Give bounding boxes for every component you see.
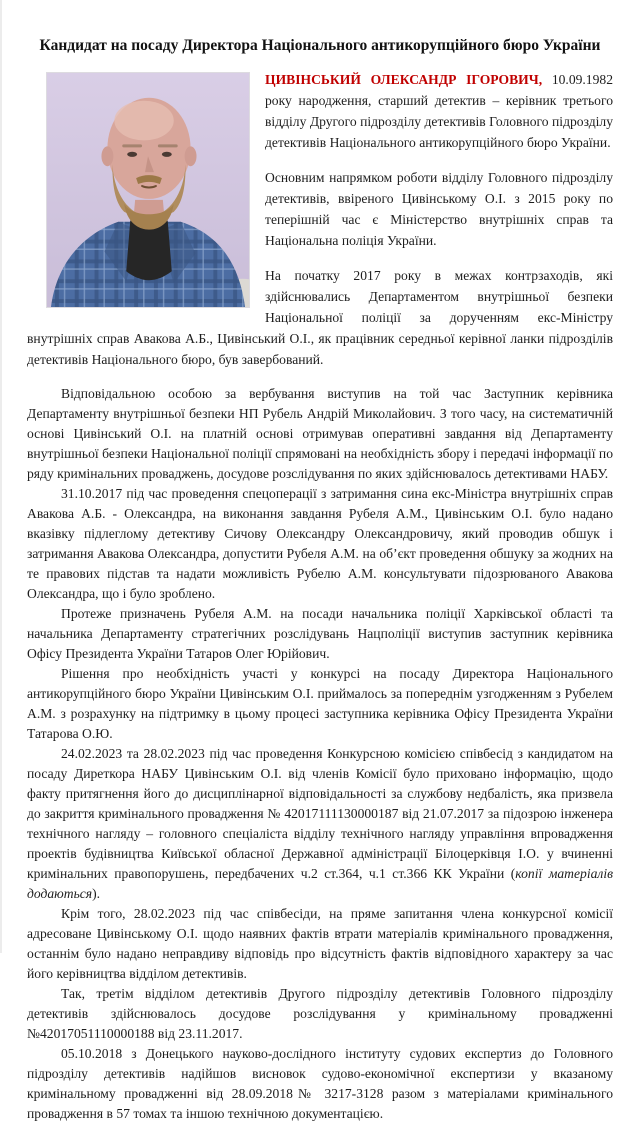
body-paragraph-decision: Рішення про необхідність участі у конкурсі на посаду Директора Національного антикорупційного бюро України Цивінським О.І. приймалось за попереднім узгодженням з Рубелем А.М. з розрахунку на підтримку в цьому процесі заступника керівника Офісу Президента України Татарова О.Ю. (27, 666, 613, 741)
document-content (27, 69, 613, 1124)
body-paragraph-disciplinary (27, 744, 613, 904)
scan-edge-artifact (0, 0, 2, 953)
disciplinary-text-end: ). (92, 886, 101, 901)
disciplinary-italic-note: копії матеріалів додаються (27, 866, 614, 901)
body-paragraph-protege: Протеже призначень Рубеля А.М. на посади начальника поліції Харківської області та начальника Департаменту стратегічних розслідувань Нацполіції виступив заступник керівника Офісу Президента України Татаров Олег Юрійович. (27, 606, 613, 661)
body-paragraph-expertise: 05.10.2018 з Донецького науково-дослідного інституту судових експертиз до Головного підрозділу детективів надійшов висновок судово-економічної експертизи у вказаному кримінальному провадженні від 28.09.2018№ 3217-3128 разом з матеріалами кримінального провадження в 57 томах та іншою технічною документацією. (27, 1046, 613, 1121)
portrait-photo-illustration (47, 73, 249, 307)
disciplinary-text: 24.02.2023 та 28.02.2023 під час проведення Конкурсною комісією співбесід з кандидатом на посаду Диреткора НАБУ Цивінським О.І. від членів Комісії було приховано інформацію, щодо факту притягнення його до дисциплінарної відповідальності за службову недбалість, яка призвела до закриття кримінального провадження № 42017111130000187 від 21.07.2017 за підозрою інженера технічного нагляду – головного спеціаліста відділу технічного нагляду управління впровадження проектів будівництва Київської обласної Державної адміністрації Білоцерківця І.О. у вчиненні кримінальних правопорушень, передбачених ч.2 ст.364, ч.1 ст.366 КК України ( (27, 746, 613, 881)
candidate-name: ЦИВІНСЬКИЙ ОЛЕКСАНДР ІГОРОВИЧ, (265, 72, 543, 87)
body-paragraph-investigation: Так, третім відділом детективів Другого підрозділу детективів Головного підрозділу детективів здійснювалось досудове розслідування у кримінальному провадженні №42017051110000188 від 23.11.2017. (27, 986, 613, 1041)
body-paragraph-interview: Крім того, 28.02.2023 під час співбесіди, на пряме запитання члена конкурсної комісії адресоване Цивінському О.І. щодо наявних фактів втрати матеріалів кримінального провадження, останнім було надано неправдиву відповідь про відсутність фактів відповідного характеру за час його керівництва відділом детективів. (27, 906, 613, 981)
intro-text: 10.09.1982 року народження, старший детектив – керівник третього відділу Другого підрозділу детективів Головного підрозділу детективів Національного антикорупційного бюро України. (265, 72, 613, 150)
side-paragraph-2: На початку 2017 року в межах контрзаходів, які здійснювались Департаментом внутрішньої безпеки Національної поліції за дорученням екс-Міністру внутрішніх справ Авакова А.Б., Цивінський О.І., як працівник середньої керівної ланки підрозділів детективів Національного бюро, був завербований. (27, 268, 613, 367)
body-section (27, 384, 613, 1124)
body-paragraph-operation: 31.10.2017 під час проведення спецоперації з затримання сина екс-Міністра внутрішніх справ Авакова А.Б. - Олександра, на виконання завдання Рубеля А.М., Цивінським О.І. було надано вказівку підлеглому детективу Сичову Олександру Олександровичу, який проводив обшук і затримання Авакова Олександра, допустити Рубеля А.М. на об’єкт проведення обшуку за жодних на те правових підстав та надати можливість Рубелю А.М. консультувати підозрюваного Авакова Олександра, що і було зроблено. (27, 486, 613, 601)
side-paragraph-1: Основним напрямком роботи відділу Головного підрозділу детективів, ввіреного Цивінському О.І. з 2015 року по теперішній час є Міністерство внутрішніх справ та Національна поліція України. (265, 170, 613, 248)
page-title: Кандидат на посаду Директора Національного антикорупційного бюро України (39, 37, 601, 54)
body-paragraph-recruitment: Відповідальною особою за вербування виступив на той час Заступник керівника Департаменту внутрішньої безпеки НП Рубель Андрій Миколайович. З того часу, на систематичній основі Цивінський О.І. на платній основі отримував оперативні завдання від Департаменту внутрішньої безпеки Національної поліції спрямовані на необхідність збору і передачі інформації по ряду кримінальних проваджень, досудове розслідування по яких здійснювалось детективами НАБУ. (27, 386, 613, 481)
portrait-photo (46, 72, 250, 308)
